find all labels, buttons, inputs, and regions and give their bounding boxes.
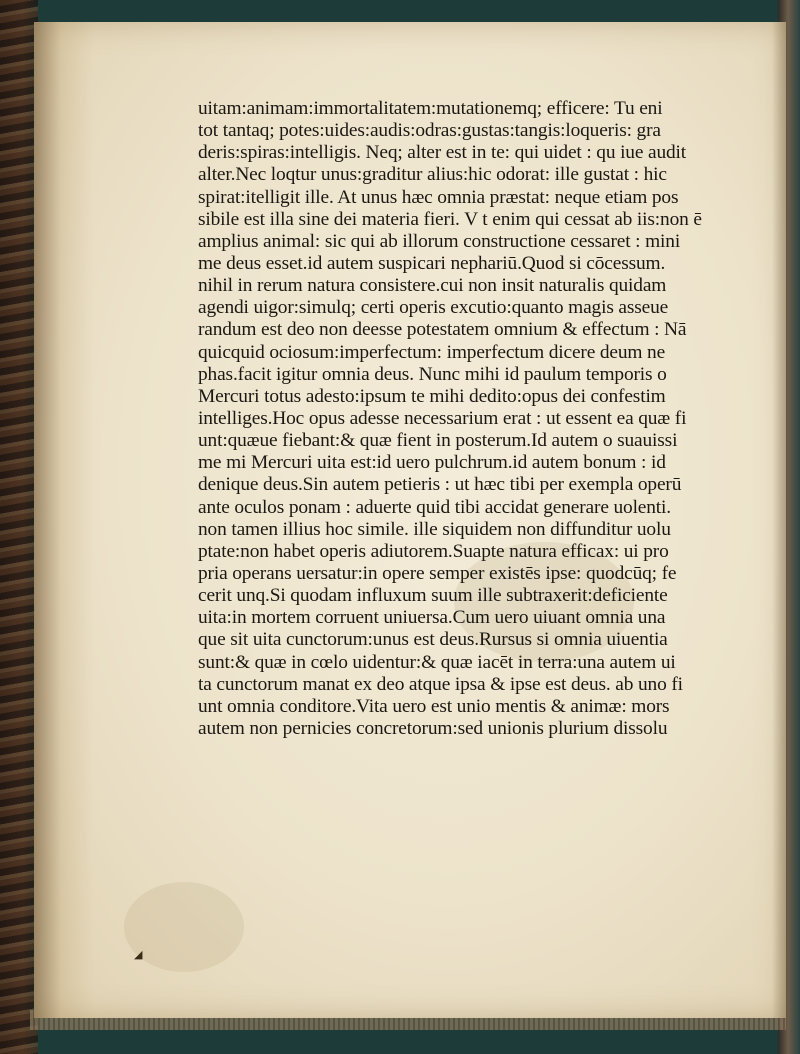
ink-speck: ◢ [134, 948, 143, 961]
text-line: unt omnia conditore.Vita uero est unio mentis & animæ: mors [198, 695, 670, 717]
book-page [34, 22, 786, 1018]
text-line: uitam:animam:immortalitatem:mutationemq; efficere: Tu eni [198, 98, 663, 119]
text-line: cerit unq.Si quodam influxum suum ille subtraxerit:deficiente [198, 585, 668, 607]
text-line: pria operans uersatur:in opere semper existēs ipse: quodcūq; fe [198, 562, 677, 584]
text-line: me mi Mercuri uita est:id uero pulchrum.id autem bonum : id [198, 452, 666, 474]
text-line: quicquid ociosum:imperfectum: imperfectum dicere deum ne [198, 341, 666, 363]
text-line: nihil in rerum natura consistere.cui non insit naturalis quidam [198, 275, 667, 297]
text-line: me deus esset.id autem suspicari nephariū.Quod si cōcessum. [198, 252, 666, 274]
text-line: sunt:& quæ in cœlo uidentur:& quæ iacēt in terra:una autem ui [198, 651, 676, 673]
text-line: ptate:non habet operis adiutorem.Suapte natura efficax: ui pro [198, 540, 669, 562]
text-line: tot tantaq; potes:uides:audis:odras:gustas:tangis:loqueris: gra [198, 120, 661, 142]
text-line: Mercuri totus adesto:ipsum te mihi dedito:opus dei confestim [198, 385, 666, 407]
text-line: autem non pernicies concretorum:sed unionis plurium dissolu [198, 717, 668, 739]
text-line: ta cunctorum manat ex deo atque ipsa & ipse est deus. ab uno fi [198, 673, 683, 695]
text-line: non tamen illius hoc simile. ille siquidem non diffunditur uolu [198, 518, 671, 540]
text-line: que sit uita cunctorum:unus est deus.Rursus si omnia uiuentia [198, 629, 668, 651]
text-line: phas.facit igitur omnia deus. Nunc mihi id paulum temporis o [198, 363, 667, 385]
text-line: ante oculos ponam : aduerte quid tibi accidat generare uolenti. [198, 496, 671, 518]
page-gutter-shadow [34, 22, 94, 1018]
text-line: intelliges.Hoc opus adesse necessarium erat : ut essent ea quæ fi [198, 407, 687, 429]
text-line: spirat:itelligit ille. At unus hæc omnia præstat: neque etiam pos [198, 186, 679, 208]
text-line: denique deus.Sin autem petieris : ut hæc tibi per exempla operū [198, 474, 682, 496]
page-right-edge [772, 22, 786, 1018]
left-binding-board [0, 0, 38, 1054]
text-line: randum est deo non deesse potestatem omnium & effectum : Nā [198, 319, 687, 341]
text-line: agendi uigor:simulq; certi operis excutio:quanto magis asseue [198, 297, 669, 319]
text-line: alter.Nec loqtur unus:graditur alius:hic odorat: ille gustat : hic [198, 164, 667, 186]
body-text [198, 98, 746, 740]
text-line: unt:quæue fiebant:& quæ fient in posterum.Id autem o suauissi [198, 430, 678, 452]
text-line: uita:in mortem corruent uniuersa.Cum uero uiuant omnia una [198, 607, 666, 629]
text-line: deris:spiras:intelligis. Neq; alter est in te: qui uidet : qu iue audit [198, 142, 687, 164]
text-line: sibile est illa sine dei materia fieri. V t enim qui cessat ab iis:non ē [198, 208, 702, 230]
text-line: amplius animal: sic qui ab illorum constructione cessaret : mini [198, 230, 681, 252]
